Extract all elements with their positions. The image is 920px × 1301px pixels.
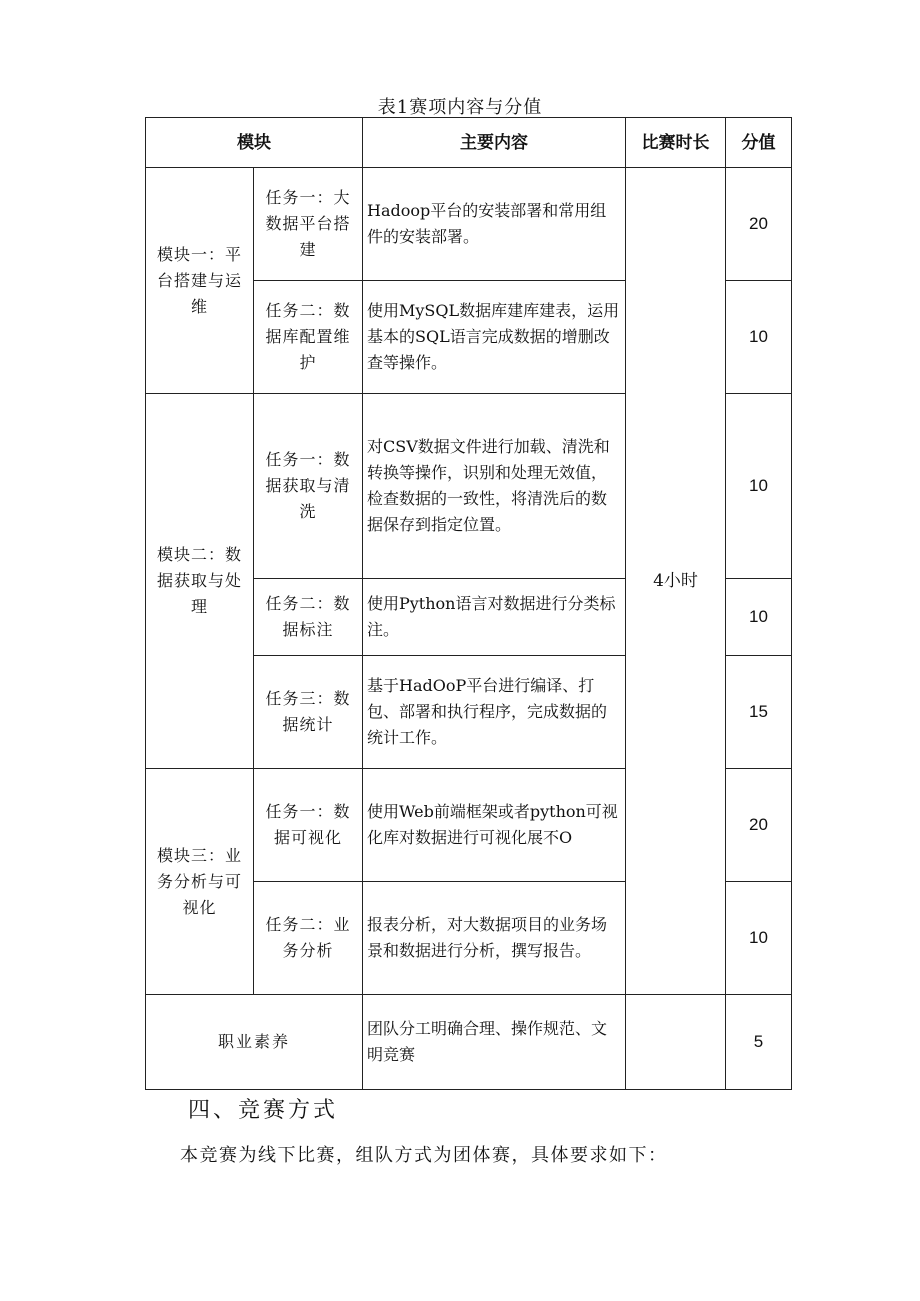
task-name: 任务二：数据库配置维护 [254,281,363,394]
empty-duration-cell [626,995,726,1090]
table-header-row [146,118,792,168]
header-score: 分值 [726,118,792,168]
task-name: 任务二：业务分析 [254,882,363,995]
table-row [146,168,792,281]
task-content: 使用Web前端框架或者python可视化库对数据进行可视化展不O [363,769,626,882]
duration-cell: 4小时 [626,168,726,995]
professional-content: 团队分工明确合理、操作规范、文明竞赛 [363,995,626,1090]
module-name: 模块一：平台搭建与运维 [146,168,254,394]
section-heading: 四、竞赛方式 [188,1098,339,1123]
score-value: 20 [726,769,792,882]
body-paragraph: 本竞赛为线下比赛，组队方式为团体赛，具体要求如下： [180,1145,668,1166]
task-content: 使用Python语言对数据进行分类标注。 [363,579,626,656]
score-table [145,117,792,1090]
task-content: 使用MySQL数据库建库建表，运用基本的SQL语言完成数据的增删改查等操作。 [363,281,626,394]
table-row [146,995,792,1090]
table-caption: 表1赛项内容与分值 [377,97,543,118]
score-value: 10 [726,579,792,656]
score-value: 10 [726,281,792,394]
module-name: 模块三：业务分析与可视化 [146,769,254,995]
task-content: 对CSV数据文件进行加载、清洗和转换等操作，识别和处理无效值，检查数据的一致性，将清洗后的数据保存到指定位置。 [363,394,626,579]
header-module: 模块 [146,118,363,168]
task-name: 任务一：数据可视化 [254,769,363,882]
score-value: 15 [726,656,792,769]
header-content: 主要内容 [363,118,626,168]
task-name: 任务一：大数据平台搭建 [254,168,363,281]
task-content: 报表分析，对大数据项目的业务场景和数据进行分析，撰写报告。 [363,882,626,995]
task-name: 任务三：数据统计 [254,656,363,769]
score-value: 5 [726,995,792,1090]
module-name: 模块二：数据获取与处理 [146,394,254,769]
header-duration: 比赛时长 [626,118,726,168]
score-value: 10 [726,882,792,995]
professional-name: 职业素养 [146,995,363,1090]
task-content: Hadoop平台的安装部署和常用组件的安装部署。 [363,168,626,281]
score-value: 20 [726,168,792,281]
score-value: 10 [726,394,792,579]
task-name: 任务二：数据标注 [254,579,363,656]
task-content: 基于HadOoP平台进行编译、打包、部署和执行程序，完成数据的统计工作。 [363,656,626,769]
task-name: 任务一：数据获取与清洗 [254,394,363,579]
